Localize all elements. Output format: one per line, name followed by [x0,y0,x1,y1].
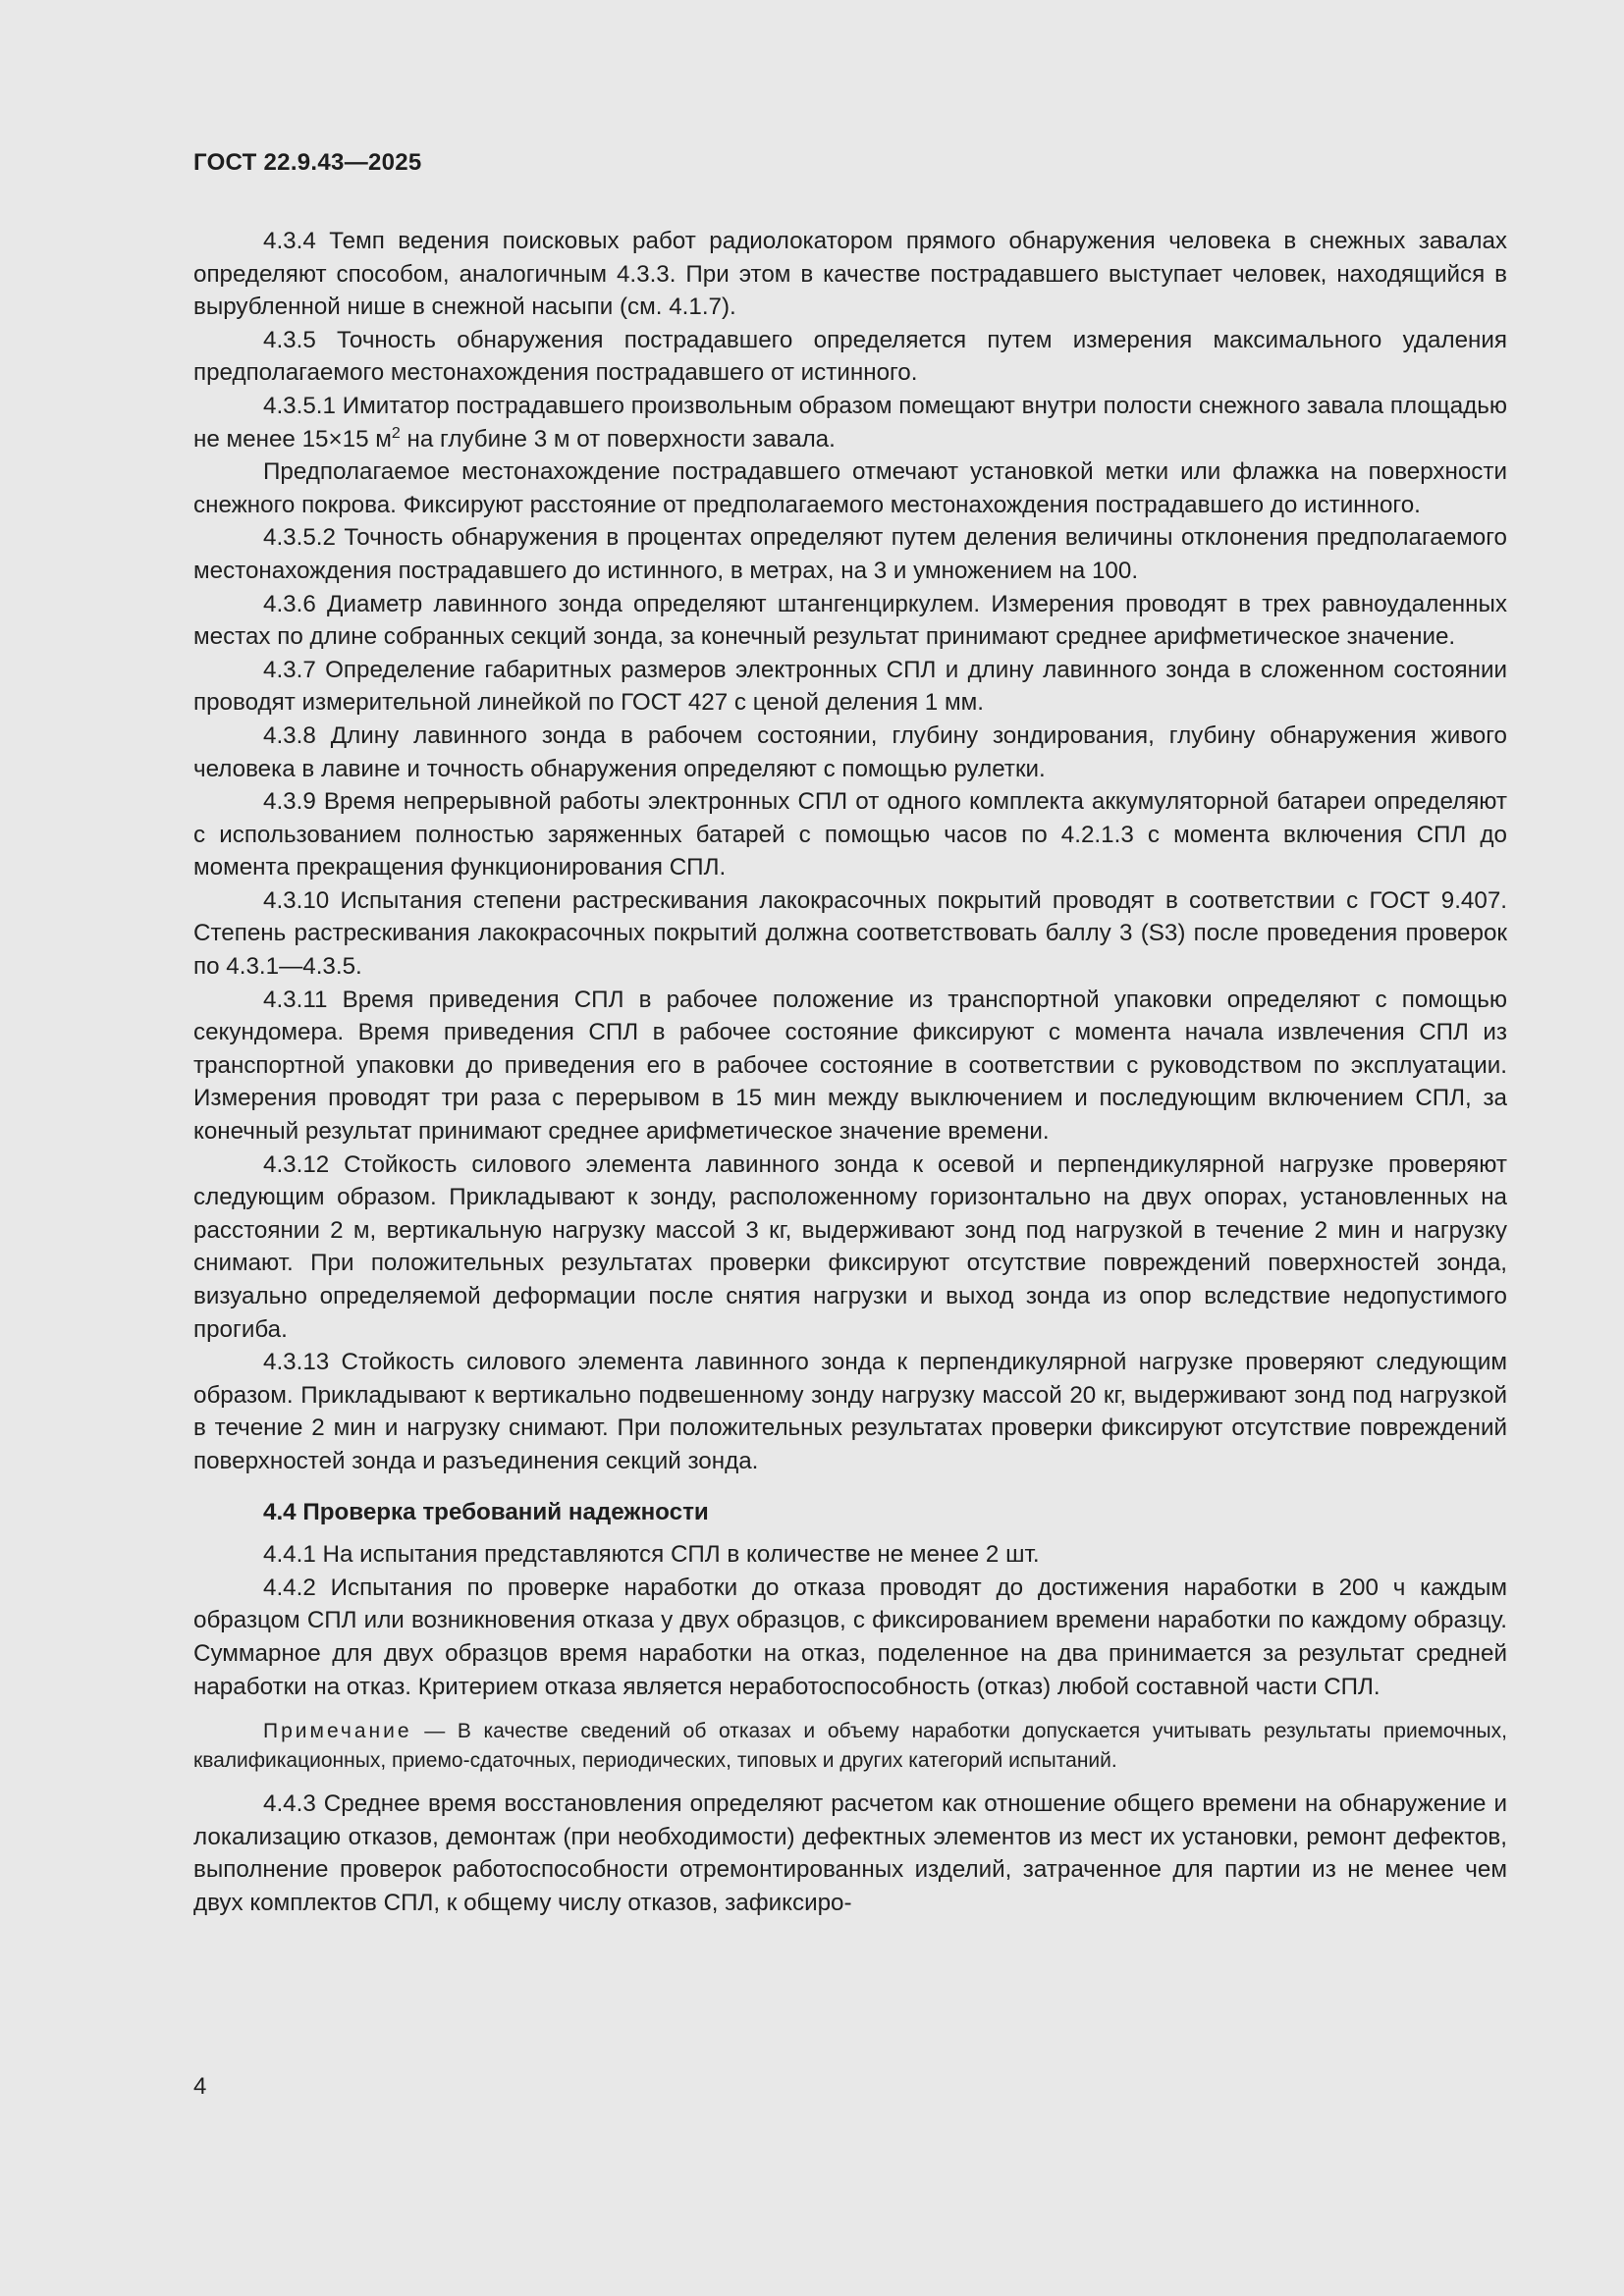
paragraph-4-3-5-2: 4.3.5.2 Точность обнаружения в процентах определяют путем деления величины отклонения предполагаемого местонахождения пострадавшего до истинного, в метрах, на 3 и умножением на 100. [193,524,1507,584]
paragraph-4-4-2: 4.4.2 Испытания по проверке наработки до отказа проводят до достижения наработки в 200 ч каждым образцом СПЛ или возникновения отказа у двух образцов, с фиксированием времени наработки по каждому образцу. Суммарное для двух образцов время наработки на отказ, поделенное на два принимается за результат средней наработки на отказ. Критерием отказа является неработоспособность (отказ) любой составной части СПЛ. [193,1574,1507,1700]
paragraph-4-3-9: 4.3.9 Время непрерывной работы электронных СПЛ от одного комплекта аккумуляторной батареи определяют с использованием полностью заряженных батарей с помощью часов по 4.2.1.3 с момента включения СПЛ до момента прекращения функционирования СПЛ. [193,788,1507,881]
section-heading-4-4: 4.4 Проверка требований надежности [263,1498,709,1525]
document-code: ГОСТ 22.9.43—2025 [193,149,422,176]
paragraph-4-3-7: 4.3.7 Определение габаритных размеров электронных СПЛ и длину лавинного зонда в сложенном состоянии проводят измерительной линейкой по ГОСТ 427 с ценой деления 1 мм. [193,656,1507,717]
page-number: 4 [193,2073,207,2100]
paragraph-4-3-13: 4.3.13 Стойкость силового элемента лавинного зонда к перпендикулярной нагрузке проверяют следующим образом. Прикладывают к вертикально подвешенному зонду нагрузку массой 20 кг, выдерживают зонд под нагрузкой в течение 2 мин и нагрузку снимают. При положительных результатах проверки фиксируют отсутствие повреждений поверхностей зонда и разъединения секций зонда. [193,1349,1507,1474]
paragraph-4-3-5: 4.3.5 Точность обнаружения пострадавшего определяется путем измерения максимального удаления предполагаемого местонахождения пострадавшего от истинного. [193,326,1507,387]
paragraph-4-3-8: 4.3.8 Длину лавинного зонда в рабочем состоянии, глубину зондирования, глубину обнаружения живого человека в лавине и точность обнаружения определяют с помощью рулетки. [193,721,1507,782]
paragraph-4-3-4: 4.3.4 Темп ведения поисковых работ радиолокатором прямого обнаружения человека в снежных завалах определяют способом, аналогичным 4.3.3. При этом в качестве пострадавшего выступает человек, находящийся в вырубленной нише в снежной насыпи (см. 4.1.7). [193,228,1507,321]
paragraph-4-4-3: 4.4.3 Среднее время восстановления определяют расчетом как отношение общего времени на обнаружение и локализацию отказов, демонтаж (при необходимости) дефектных элементов из мест их установки, ремонт дефектов, выполнение проверок работоспособности отремонтированных изделий, затраченное для партии из не менее чем двух комплектов СПЛ, к общему числу отказов, зафиксиро- [193,1790,1507,1916]
note [193,1717,1507,1776]
paragraph-4-3-5-1 [193,390,1507,455]
page-body [193,225,1507,1920]
paragraph-4-3-12: 4.3.12 Стойкость силового элемента лавинного зонда к осевой и перпендикулярной нагрузке проверяют следующим образом. Прикладывают к зонду, расположенному горизонтально на двух опорах, установленных на расстоянии 2 м, вертикальную нагрузку массой 3 кг, выдерживают зонд под нагрузкой в течение 2 мин и нагрузку снимают. При положительных результатах проверки фиксируют отсутствие повреждений поверхностей зонда, визуально определяемой деформации после снятия нагрузки и выход зонда из опор вследствие недопустимого прогиба. [193,1150,1507,1343]
superscript-2: 2 [391,424,401,442]
paragraph-4-3-5-1-tail: на глубине 3 м от поверхности завала. [400,425,836,453]
paragraph-4-3-5-1-text: 4.3.5.1 Имитатор пострадавшего произвольным образом помещают внутри полости снежного завала площадью не менее 15×15 м [193,392,1507,453]
paragraph-4-3-10: 4.3.10 Испытания степени растрескивания лакокрасочных покрытий проводят в соответствии с ГОСТ 9.407. Степень растрескивания лакокрасочных покрытий должна соответствовать баллу 3 (S3) после проведения проверок по 4.3.1—4.3.5. [193,886,1507,981]
paragraph-4-3-6: 4.3.6 Диаметр лавинного зонда определяют штангенциркулем. Измерения проводят в трех равноудаленных местах по длине собранных секций зонда, за конечный результат принимают среднее арифметическое значение. [193,590,1507,651]
note-label: Примечание [263,1720,412,1743]
paragraph-4-4-1: 4.4.1 На испытания представляются СПЛ в количестве не менее 2 шт. [263,1541,1040,1569]
paragraph-marker-location: Предполагаемое местонахождение пострадавшего отмечают установкой метки или флажка на поверхности снежного покрова. Фиксируют расстояние от предполагаемого местонахождения пострадавшего до истинного. [193,458,1507,518]
note-text: — В качестве сведений об отказах и объему наработки допускается учитывать результаты приемочных, квалификационных, приемо-сдаточных, периодических, типовых и других категорий испытаний. [193,1720,1507,1773]
paragraph-4-3-11: 4.3.11 Время приведения СПЛ в рабочее положение из транспортной упаковки определяют с помощью секундомера. Время приведения СПЛ в рабочее состояние фиксируют с момента начала извлечения СПЛ из транспортной упаковки до приведения его в рабочее состояние в соответствии с руководством по эксплуатации. Измерения проводят три раза с перерывом в 15 мин между выключением и последующим включением СПЛ, за конечный результат принимают среднее арифметическое значение времени. [193,986,1507,1146]
